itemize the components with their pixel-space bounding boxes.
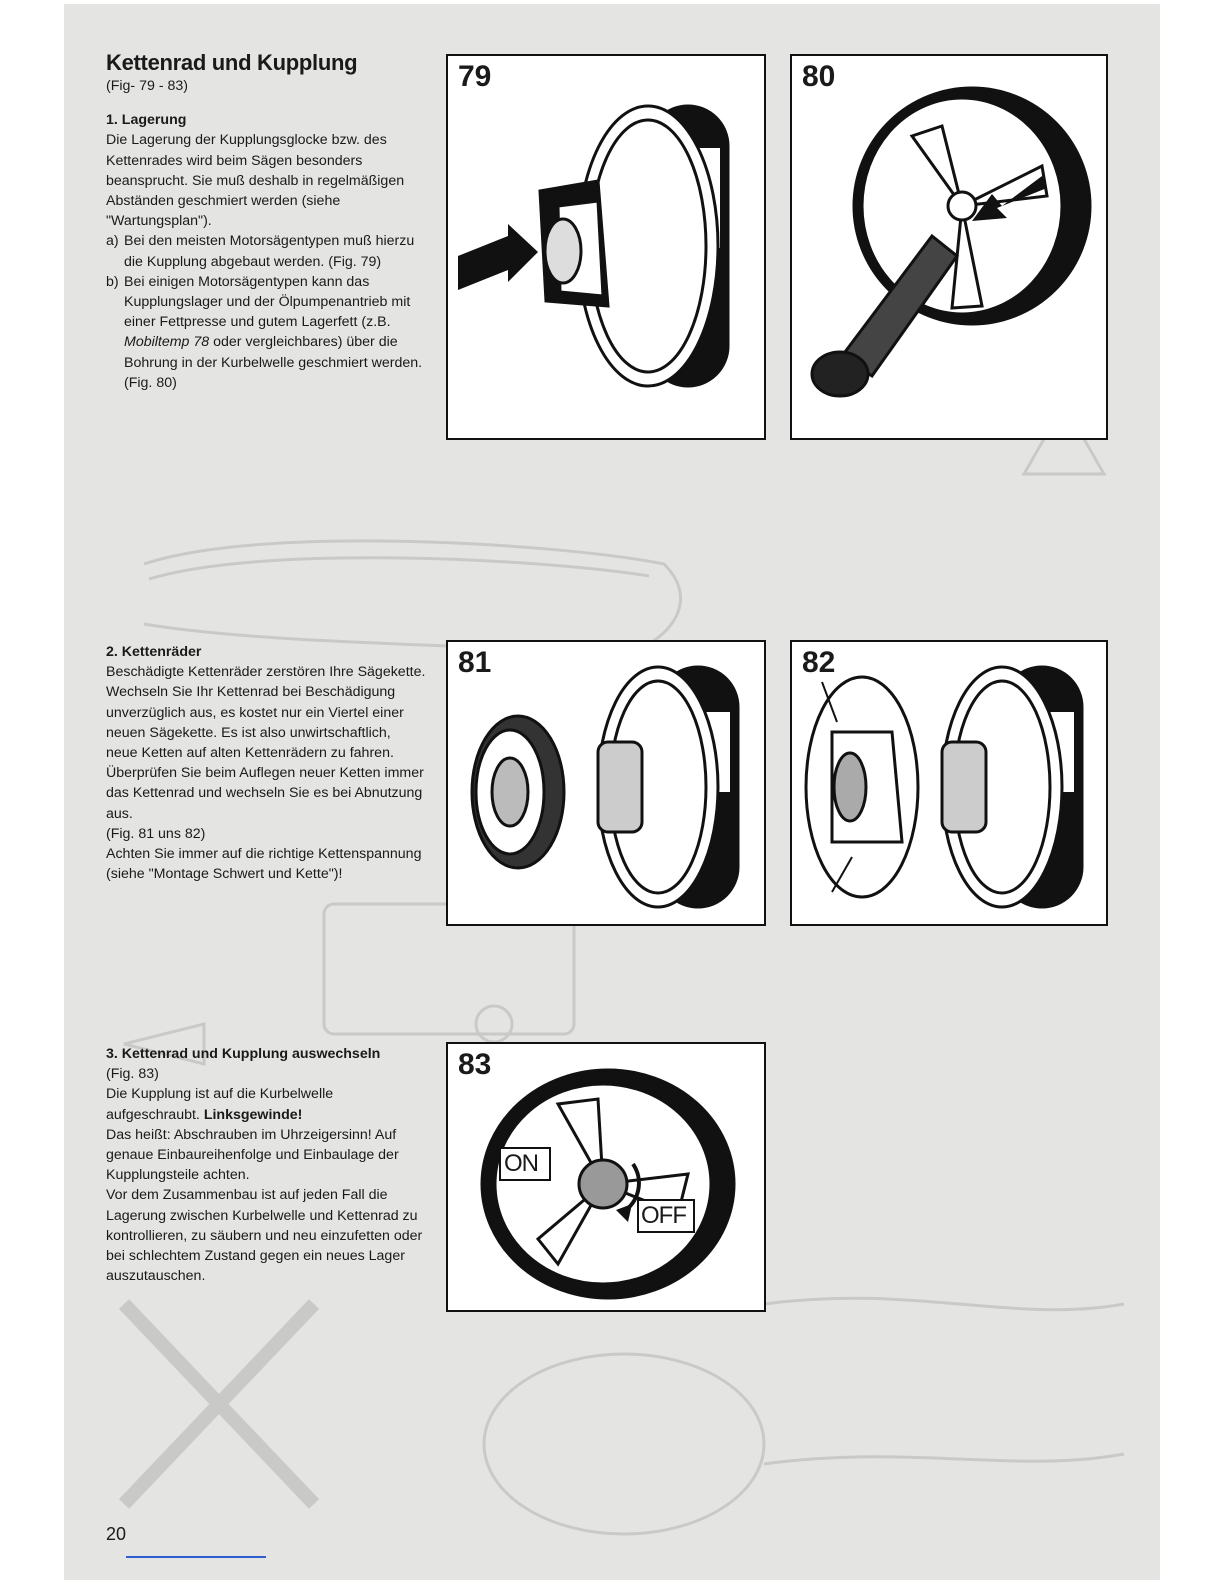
figure-80-number: 80 <box>802 60 836 93</box>
section-kettenraeder <box>106 642 426 884</box>
section3-text2: Das heißt: Abschrauben im Uhrzeigersinn! Auf genaue Einbaureihenfolge und Einbaulage der Kupplungsteile achten. <box>106 1126 399 1184</box>
section3-ref: (Fig. 83) <box>106 1066 159 1083</box>
on-label: ON <box>504 1150 538 1177</box>
page-number: 20 <box>106 1524 127 1544</box>
grease-gun-illustration <box>792 56 1106 438</box>
section2-text2: Überprüfen Sie beim Auflegen neuer Ketten immer das Kettenrad und wechseln Sie es bei Abnutzung aus. <box>106 765 424 822</box>
off-label: OFF <box>641 1202 686 1229</box>
sprocket-rims-illustration <box>448 642 764 924</box>
page-subtitle: (Fig- 79 - 83) <box>106 78 188 94</box>
worn-sprocket-illustration <box>792 642 1106 924</box>
clutch-unscrew-illustration <box>448 1044 764 1310</box>
section-kettenrad-kupplung <box>106 50 426 393</box>
list-item-b-post: oder vergleichbares) über die Bohrung in der Kurbelwelle geschmiert werden. (Fig. 80) <box>124 334 423 391</box>
section-auswechseln <box>106 1044 426 1286</box>
figure-81-number: 81 <box>458 646 492 679</box>
section2-text4: Achten Sie immer auf die richtige Kettenspannung (siehe "Montage Schwert und Kette")! <box>106 846 422 883</box>
section2-text1: Beschädigte Kettenräder zerstören Ihre Sägekette. Wechseln Sie Ihr Kettenrad bei Beschädigung unverzüglich aus, es kostet nur ein Viertel einer neuen Sägekette. Es ist also unwirtschaftlich, neue Ketten auf alten Kettenrädern zu fahren. <box>106 664 426 762</box>
figure-80 <box>790 54 1108 440</box>
section3-text1-pre: Die Kupplung ist auf die Kurbelwelle aufgeschraubt. <box>106 1086 334 1123</box>
figure-83-number: 83 <box>458 1048 492 1081</box>
figure-82-number: 82 <box>802 646 836 679</box>
figure-81 <box>446 640 766 926</box>
blue-underline <box>126 1556 266 1558</box>
clutch-drum-arrow-illustration <box>448 56 764 438</box>
list-item-b <box>106 272 426 393</box>
figure-83 <box>446 1042 766 1312</box>
page-title: Kettenrad und Kupplung <box>106 50 358 75</box>
figure-82 <box>790 640 1108 926</box>
list-item-b-pre: Bei einigen Motorsägentypen kann das Kupplungslager und der Ölpumpenantrieb mit einer Fettpresse und gutem Lagerfett (z.B. <box>124 273 411 331</box>
lubricant-brand: Mobiltemp 78 <box>124 334 210 351</box>
list-item-b-text <box>124 272 426 393</box>
figure-79-number: 79 <box>458 60 492 93</box>
list-item-b-label: b) <box>106 273 119 290</box>
list-item-a-label: a) <box>106 233 119 250</box>
figure-79 <box>446 54 766 440</box>
section2-text3: (Fig. 81 uns 82) <box>106 825 206 842</box>
section3-heading: 3. Kettenrad und Kupplung auswechseln <box>106 1046 381 1062</box>
left-hand-thread-warning: Linksgewinde! <box>203 1106 303 1123</box>
section3-text1 <box>106 1084 426 1124</box>
section3-text3: Vor dem Zusammenbau ist auf jeden Fall die Lagerung zwischen Kurbelwelle und Kettenrad zu kontrollieren, zu säubern und neu einzufetten oder bei schlechtem Zustand gegen ein neues Lager auszutauschen. <box>106 1187 423 1285</box>
list-item-a-text: Bei den meisten Motorsägentypen muß hierzu die Kupplung abgebaut werden. (Fig. 79) <box>124 233 415 270</box>
section1-heading: 1. Lagerung <box>106 112 187 129</box>
section1-intro: Die Lagerung der Kupplungsglocke bzw. des Kettenrades wird beim Sägen besonders beansprucht. Sie muß deshalb in regelmäßigen Abständen geschmiert werden (siehe "Wartungsplan"). <box>106 132 405 230</box>
list-item-a <box>106 231 426 271</box>
section2-heading: 2. Kettenräder <box>106 644 202 660</box>
